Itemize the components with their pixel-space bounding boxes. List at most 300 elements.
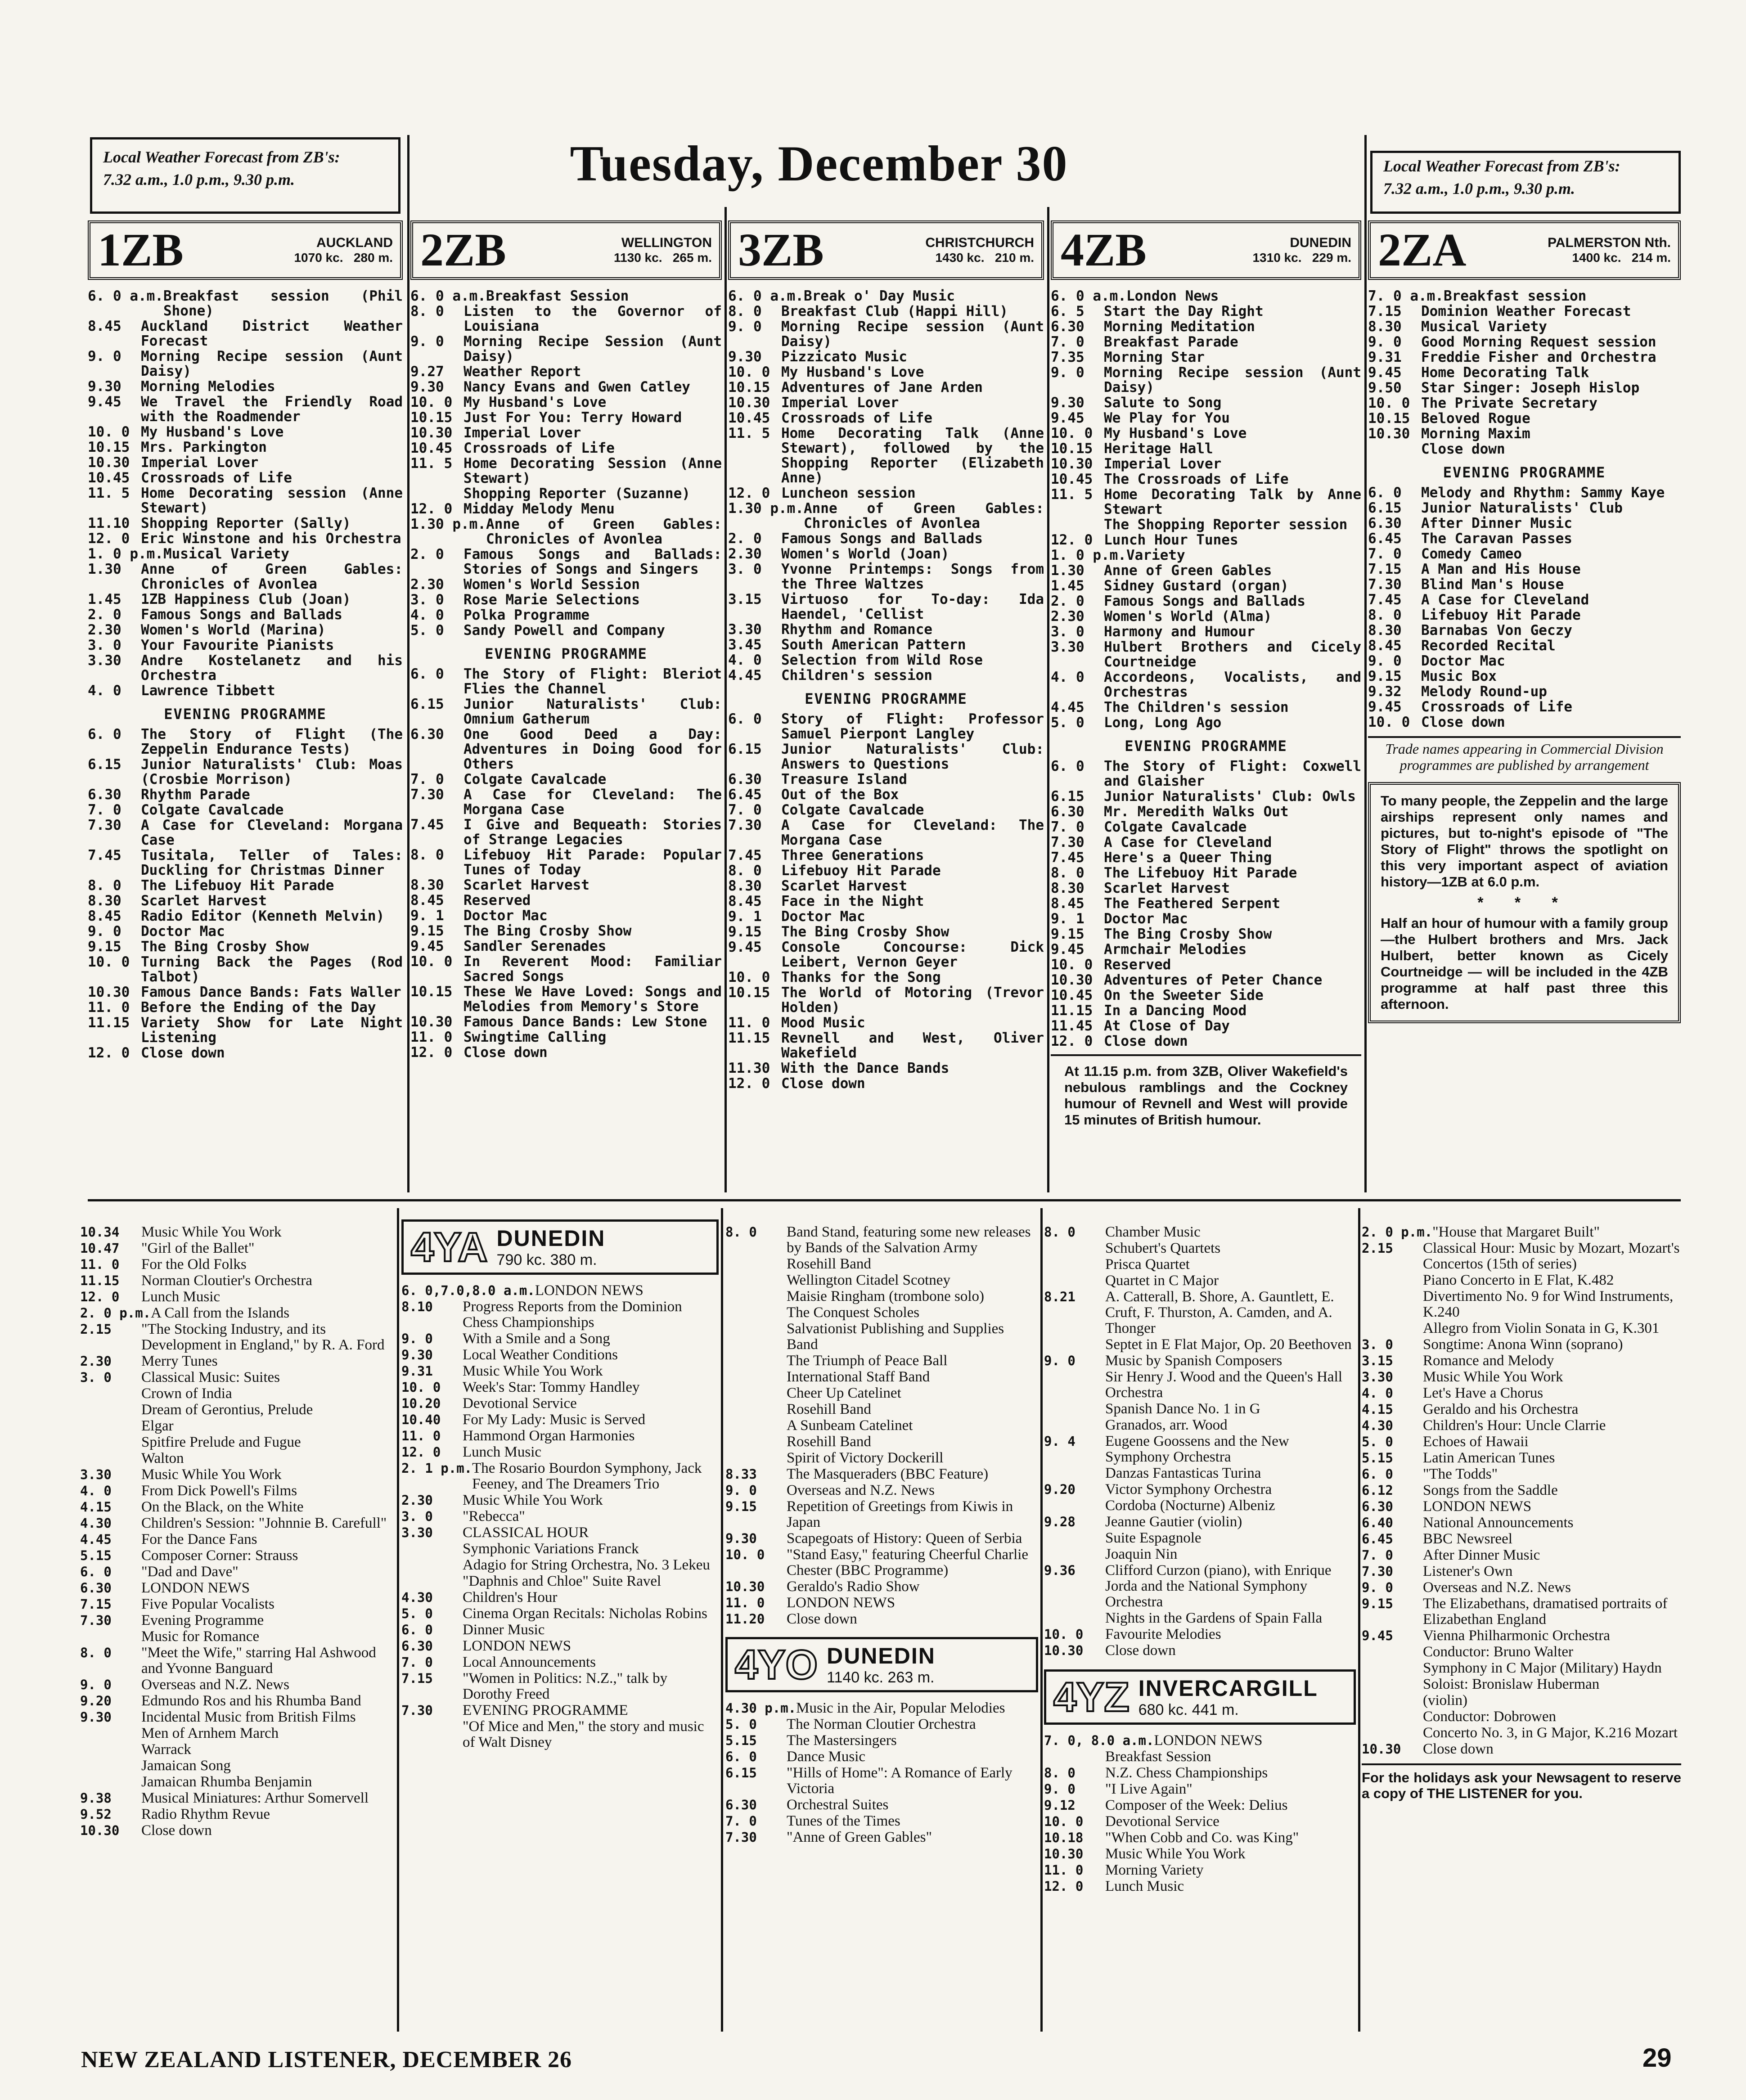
programme-row: [728, 531, 1044, 546]
programme-time: 2.30: [401, 1493, 433, 1508]
programme-title: Lawrence Tibbett: [141, 683, 275, 699]
programme-time: 9.45: [1362, 1628, 1393, 1643]
programme-title: For the Old Folks: [141, 1256, 247, 1273]
programme-row: [80, 1289, 395, 1305]
programme-title: Eugene Goossens and the New Symphony Orchestra: [1105, 1433, 1289, 1465]
programme-time: 8.45: [410, 892, 444, 908]
programme-time: 12. 0: [1051, 532, 1093, 548]
programme-title: Rosehill Band: [787, 1401, 871, 1417]
programme-row: [1362, 1466, 1681, 1482]
programme-time: 9.30: [410, 379, 444, 395]
programme-title: Close down: [1423, 1741, 1494, 1757]
programme-title: "I Live Again": [1105, 1781, 1192, 1797]
programme-row: [1044, 1241, 1356, 1256]
programme-time: 3. 0: [401, 1509, 433, 1524]
programme-row: [1044, 1337, 1356, 1353]
programme-time: 9. 0: [410, 333, 444, 350]
programme-title: Spitfire Prelude and Fugue: [141, 1434, 301, 1450]
programme-time: 9.45: [1368, 364, 1402, 381]
programme-title: Breakfast Parade: [1104, 334, 1238, 350]
programme-row: [1362, 1677, 1681, 1692]
programme-time: 3.45: [728, 637, 762, 653]
programme-row: [88, 455, 403, 470]
programme-title: Music While You Work: [141, 1224, 282, 1240]
programme-title: Classical Music: Suites: [141, 1369, 280, 1385]
programme-time: 10.30: [1362, 1741, 1401, 1757]
lower-column-4ya: [401, 1215, 719, 2034]
programme-row: [88, 985, 403, 1000]
programme-time: 9. 4: [1044, 1434, 1076, 1449]
programme-row: [725, 1579, 1038, 1595]
programme-title: Comedy Cameo: [1421, 546, 1522, 562]
programme-row: [80, 1257, 395, 1273]
programme-time: [1044, 1417, 1105, 1433]
programme-row: [725, 1765, 1038, 1797]
programme-time: 8. 0: [88, 877, 122, 894]
programme-title: Women's World Session: [464, 576, 640, 593]
programme-title: Break o' Day Music: [803, 288, 955, 304]
programme-title: Sir Henry J. Wood and the Queen's Hall Orchestra: [1105, 1369, 1342, 1401]
programme-title: Dinner Music: [463, 1622, 545, 1638]
programme-title: A Case for Cleveland: [1421, 592, 1589, 608]
programme-title: Songs from the Saddle: [1423, 1482, 1558, 1498]
programme-title: Classical Hour: Music by Mozart, Mozart's Concertos (15th of series): [1423, 1240, 1680, 1272]
programme-time: 7.30: [80, 1613, 112, 1628]
programme-title: Pizzicato Music: [781, 349, 907, 365]
programme-title: Famous Songs and Ballads: [141, 607, 342, 623]
programme-row: [80, 1241, 395, 1256]
programme-time: 10. 0: [1368, 714, 1410, 730]
programme-time: 8. 0: [80, 1645, 112, 1660]
programme-time: 10. 0: [410, 953, 453, 970]
programme-row: [410, 924, 722, 939]
programme-title: A Case for Cleveland: The Morgana Case: [781, 817, 1044, 848]
programme-row: [80, 1548, 395, 1564]
programme-title: Band Stand, featuring some new releases by Bands of the Salvation Army: [787, 1224, 1031, 1256]
programme-time: 9. 0: [88, 348, 122, 364]
programme-title: Mr. Meredith Walks Out: [1104, 804, 1289, 820]
programme-title: Edmundo Ros and his Rhumba Band: [141, 1693, 361, 1709]
programme-time: 8. 0: [1368, 607, 1402, 623]
programme-row: [88, 653, 403, 683]
programme-row: [410, 502, 722, 517]
programme-row: [725, 1813, 1038, 1829]
programme-time: 9. 1: [1051, 911, 1084, 927]
programme-row: [728, 380, 1044, 395]
programme-title: The Bing Crosby Show: [141, 939, 309, 955]
programme-time: 7.45: [410, 817, 444, 833]
programme-row: [88, 940, 403, 954]
programme-title: Good Morning Request session: [1421, 334, 1656, 350]
programme-title: Breakfast Session: [486, 288, 629, 304]
programme-time: [725, 1256, 787, 1272]
programme-title: Overseas and N.Z. News: [141, 1677, 289, 1693]
programme-time: [1362, 1644, 1423, 1660]
programme-title: After Dinner Music: [1423, 1547, 1540, 1563]
programme-title: Sandy Powell and Company: [464, 622, 665, 639]
programme-title: Schubert's Quartets: [1105, 1240, 1221, 1256]
programme-time: 1. 0 p.m.: [88, 546, 163, 562]
programme-row: [88, 425, 403, 440]
programme-title: Chamber Music: [1105, 1224, 1201, 1240]
programme-row: [401, 1622, 719, 1638]
programme-time: 7.45: [1368, 592, 1402, 608]
programme-title: Musical Variety: [163, 546, 289, 562]
programme-title: Children's Hour: [463, 1589, 558, 1605]
programme-row: [401, 1380, 719, 1395]
programme-time: 7.15: [1368, 303, 1402, 319]
programme-row: [80, 1629, 395, 1645]
programme-time: 7. 0: [1051, 819, 1084, 835]
programme-title: The Story of Flight (The Zeppelin Endurance Tests): [141, 726, 403, 757]
station-column-3zb: [728, 220, 1044, 1197]
programme-time: [1362, 1273, 1423, 1288]
programme-row: [1044, 1610, 1356, 1626]
programme-title: Crossroads of Life: [1421, 699, 1572, 715]
programme-time: 10. 0: [728, 364, 770, 380]
programme-time: 8.33: [725, 1466, 757, 1482]
programme-time: 6.30: [725, 1797, 757, 1812]
programme-title: Colgate Cavalcade: [1104, 819, 1247, 835]
feature-text-zeppelin: To many people, the Zeppelin and the large airships represent only names and pictures, but to-night's episode of "The Story of Flight" throws the spotlight on this very important aspect of aviation history—1ZB at 6.0 p.m.: [1381, 793, 1668, 890]
programme-row: [88, 1000, 403, 1015]
programme-row: [725, 1717, 1038, 1732]
programme-title: CLASSICAL HOUR: [463, 1524, 589, 1541]
programme-row: [401, 1493, 719, 1508]
programme-row: [401, 1363, 719, 1379]
programme-title: South American Pattern: [781, 637, 966, 653]
programme-row: [401, 1525, 719, 1541]
programme-title: Face in the Night: [781, 893, 924, 909]
programme-row: [725, 1733, 1038, 1749]
programme-row: [1051, 927, 1361, 942]
programme-time: 10.30: [1051, 456, 1093, 472]
programme-title: Warrack: [141, 1741, 191, 1758]
programme-row: [410, 364, 722, 379]
programme-row: [1044, 1798, 1356, 1813]
programme-title: Symphony in C Major (Military) Haydn: [1423, 1660, 1662, 1676]
programme-time: 11. 0: [88, 999, 130, 1016]
programme-time: 5.15: [80, 1548, 112, 1563]
programme-time: 4.45: [728, 667, 762, 684]
programme-time: 7.30: [1051, 834, 1084, 850]
programme-row: [1044, 1879, 1356, 1894]
programme-row: [1044, 1369, 1356, 1401]
programme-time: 11.10: [88, 515, 130, 531]
programme-time: 9.15: [1362, 1596, 1393, 1611]
programme-row: [401, 1412, 719, 1428]
programme-title: Luncheon session: [781, 485, 916, 501]
programme-title: Doctor Mac: [1421, 653, 1505, 669]
programme-row: [88, 547, 403, 562]
programme-time: 4. 0: [1051, 669, 1084, 685]
programme-time: 9.20: [80, 1693, 112, 1709]
programme-title: One Good Deed a Day: Adventures in Doing Good for Others: [464, 726, 722, 772]
programme-time: 8.45: [728, 893, 762, 909]
programme-title: Rhythm and Romance: [781, 621, 932, 638]
programme-title: Scarlet Harvest: [464, 877, 590, 893]
programme-title: Variety: [1126, 547, 1185, 563]
programme-time: 3. 0: [88, 637, 122, 653]
programme-time: [1044, 1337, 1105, 1353]
programme-time: [725, 1305, 787, 1321]
programme-title: Septet in E Flat Major, Op. 20 Beethoven: [1105, 1336, 1352, 1353]
programme-time: 2.30: [80, 1354, 112, 1369]
programme-row: [80, 1774, 395, 1790]
programme-time: 6.40: [1362, 1515, 1393, 1530]
programme-row: [1051, 835, 1361, 850]
programme-time: 9.15: [88, 939, 122, 955]
programme-time: [1044, 1257, 1105, 1273]
programme-time: 6.15: [728, 741, 762, 757]
programme-row: [401, 1541, 719, 1557]
programme-time: 6.30: [1051, 804, 1084, 820]
programme-time: 10.34: [80, 1224, 120, 1240]
programme-time: 2. 0: [728, 531, 762, 547]
lower-column-1: [80, 1224, 395, 2034]
programme-title: Local Announcements: [463, 1654, 596, 1670]
programme-title: Selection from Wild Rose: [781, 652, 983, 668]
programme-row: [80, 1564, 395, 1580]
programme-row: [88, 486, 403, 516]
programme-row: [410, 289, 722, 304]
programme-time: 7.30: [1362, 1564, 1393, 1579]
programme-title: Hammond Organ Harmonies: [463, 1428, 635, 1444]
programme-time: [1362, 1693, 1423, 1709]
programme-title: Maisie Ringham (trombone solo): [787, 1288, 985, 1304]
programme-row: [1362, 1241, 1681, 1272]
programme-row: [410, 608, 722, 623]
programme-time: 4.30: [80, 1515, 112, 1531]
programme-row: [80, 1613, 395, 1628]
programme-row: [88, 727, 403, 757]
programme-title: Five Popular Vocalists: [141, 1596, 274, 1612]
programme-time: 2.30: [1051, 608, 1084, 625]
programme-time: [1044, 1610, 1105, 1626]
programme-time: 7.15: [80, 1596, 112, 1612]
programme-title: Home Decorating Talk by Anne Stewart: [1104, 486, 1361, 517]
programme-title: Junior Naturalists' Club: Owls: [1104, 788, 1356, 805]
programme-row: [80, 1532, 395, 1547]
programme-row: [1362, 1564, 1681, 1579]
station-header: [1368, 220, 1681, 280]
programme-title: Spanish Dance No. 1 in G: [1105, 1401, 1260, 1417]
programme-title: The Conquest Scholes: [787, 1304, 920, 1321]
programme-title: Wellington Citadel Scotney: [787, 1272, 950, 1288]
programme-row: [410, 939, 722, 954]
programme-title: On the Black, on the White: [141, 1499, 304, 1515]
programme-time: 4. 0: [1362, 1385, 1393, 1401]
station-frequency: 1070 kc. 280 m.: [294, 251, 393, 265]
programme-title: Weather Report: [464, 364, 581, 380]
station-frequency: 1140 kc. 263 m.: [827, 1669, 935, 1686]
programme-time: 1.30 p.m.: [728, 500, 804, 517]
programme-row: [1051, 700, 1361, 715]
programme-title: We Travel the Friendly Road with the Roadmender: [141, 394, 403, 425]
programme-title: Evening Programme: [141, 1612, 264, 1628]
programme-row: [1051, 533, 1361, 548]
programme-title: Music While You Work: [141, 1466, 282, 1483]
programme-row: [80, 1645, 395, 1677]
programme-row: [410, 727, 722, 772]
programme-title: Listener's Own: [1423, 1563, 1513, 1579]
programme-row: [1368, 381, 1681, 396]
programme-row: [401, 1444, 719, 1460]
station-column-2zb: [410, 220, 722, 1197]
programme-time: [401, 1541, 463, 1557]
programme-title: Story of Flight: Professor Samuel Pierpont Langley: [781, 711, 1044, 742]
programme-row: [728, 970, 1044, 985]
programme-time: 7. 0: [725, 1813, 757, 1829]
programme-time: 6. 0: [1368, 485, 1402, 501]
programme-time: 6. 0: [1362, 1466, 1393, 1482]
programme-row: [1051, 912, 1361, 926]
programme-row: [1368, 608, 1681, 623]
programme-title: Listen to the Governor of Louisiana: [464, 303, 722, 334]
programme-row: [1051, 896, 1361, 911]
programme-row: [1044, 1401, 1356, 1417]
programme-row: [1051, 304, 1361, 319]
programme-title: Auckland District Weather Forecast: [141, 318, 403, 349]
programme-time: 3.30: [80, 1467, 112, 1482]
programme-time: 6. 0 a.m.: [728, 288, 804, 304]
programme-time: 7.30: [1368, 576, 1402, 593]
programme-title: Yvonne Printemps: Songs from the Three Waltzes: [781, 561, 1044, 592]
programme-time: 8.21: [1044, 1289, 1076, 1304]
programme-row: [80, 1418, 395, 1434]
station-header: [88, 220, 403, 280]
programme-row: [1362, 1580, 1681, 1596]
programme-time: 10.30: [1368, 426, 1410, 442]
separator-stars: * * *: [1477, 894, 1571, 911]
programme-time: 10.30: [1051, 972, 1093, 988]
programme-row: [410, 1030, 722, 1045]
programme-title: Allegro from Violin Sonata in G, K.301: [1423, 1320, 1660, 1336]
programme-title: Eric Winstone and his Orchestra: [141, 531, 401, 547]
programme-time: 8.30: [410, 877, 444, 893]
programme-row: [80, 1758, 395, 1774]
programme-row: [725, 1321, 1038, 1353]
programme-time: 10.45: [88, 470, 130, 486]
programme-row: [1362, 1402, 1681, 1417]
programme-title: Favourite Melodies: [1105, 1626, 1221, 1642]
programme-title: Anne of Green Gables: Chronicles of Avonlea: [141, 561, 403, 592]
programme-title: The Lifebuoy Hit Parade: [141, 877, 334, 894]
programme-title: Breakfast Session: [1105, 1749, 1211, 1765]
programme-row: [1368, 639, 1681, 653]
programme-row: [410, 893, 722, 908]
programme-row: [1051, 289, 1361, 304]
programme-title: Conductor: Dobrowen: [1423, 1709, 1557, 1725]
programme-time: 9.15: [1368, 668, 1402, 684]
programme-time: 4.30: [401, 1590, 433, 1605]
programme-row: [80, 1515, 395, 1531]
programme-title: Morning Recipe Session (Aunt Daisy): [464, 333, 722, 364]
programme-time: 6.45: [1362, 1531, 1393, 1547]
programme-time: 2. 0: [1051, 593, 1084, 609]
programme-title: Devotional Service: [463, 1395, 577, 1412]
programme-time: 12. 0: [728, 1075, 770, 1092]
programme-time: 6. 0: [410, 666, 444, 682]
programme-row: [725, 1797, 1038, 1813]
programme-row: [725, 1224, 1038, 1256]
programme-row: [80, 1322, 395, 1353]
programme-row: [1044, 1466, 1356, 1481]
weather-box-right: [1370, 151, 1681, 214]
programme-title: The Children's session: [1104, 699, 1289, 715]
programme-row: [1362, 1450, 1681, 1466]
station-column-4zb: [1051, 220, 1361, 1197]
programme-title: Orchestral Suites: [787, 1797, 889, 1813]
programme-title: Women's World (Marina): [141, 622, 326, 638]
programme-title: Mrs. Parkington: [141, 439, 267, 455]
programme-time: 9.15: [410, 923, 444, 939]
programme-row: [80, 1386, 395, 1402]
programme-time: 1.45: [88, 591, 122, 607]
programme-title: Swingtime Calling: [464, 1029, 607, 1045]
programme-row: [1362, 1547, 1681, 1563]
station-column-1zb: [88, 220, 403, 1197]
programme-title: National Announcements: [1423, 1515, 1574, 1531]
programme-row: [1051, 517, 1361, 532]
holiday-note: For the holidays ask your Newsagent to reserve a copy of THE LISTENER for you.: [1362, 1770, 1681, 1801]
programme-title: Console Concourse: Dick Leibert, Vernon Geyer: [781, 939, 1044, 970]
programme-title: Morning Melodies: [141, 378, 275, 395]
programme-title: The Bing Crosby Show: [1104, 926, 1272, 942]
programme-time: 2. 0: [88, 607, 122, 623]
programme-row: [88, 531, 403, 546]
programme-title: Tusitala, Teller of Tales: Duckling for Christmas Dinner: [141, 847, 403, 878]
programme-row: [410, 547, 722, 577]
programme-row: [410, 426, 722, 441]
programme-title: Just For You: Terry Howard: [464, 409, 682, 426]
station-frequency: 1310 kc. 229 m.: [1252, 251, 1351, 265]
programme-time: 4. 0: [88, 683, 122, 699]
programme-time: 5. 0: [401, 1606, 433, 1621]
programme-title: Treasure Island: [781, 771, 907, 787]
programme-row: [410, 908, 722, 923]
programme-row: [725, 1434, 1038, 1450]
programme-title: The Crossroads of Life: [1104, 471, 1289, 487]
programme-time: 9. 0: [1362, 1580, 1393, 1595]
programme-title: Adventures of Peter Chance: [1104, 972, 1323, 988]
programme-title: A Case for Cleveland: [1104, 834, 1272, 850]
programme-row: [80, 1402, 395, 1418]
programme-time: 10. 0: [401, 1380, 441, 1395]
programme-time: 4.45: [1051, 699, 1084, 715]
programme-time: 10.18: [1044, 1830, 1084, 1845]
programme-title: Songtime: Anona Winn (soprano): [1423, 1336, 1623, 1353]
programme-row: [1362, 1644, 1681, 1660]
lower-column-5: [1362, 1224, 1681, 2034]
programme-row: [1368, 684, 1681, 699]
programme-title: Doctor Mac: [781, 908, 865, 925]
programme-title: Soloist: Bronislaw Huberman: [1423, 1676, 1600, 1692]
programme-row: [88, 803, 403, 818]
programme-row: [1362, 1725, 1681, 1741]
programme-row: [1044, 1353, 1356, 1369]
programme-row: [725, 1531, 1038, 1547]
station-frequency: 680 kc. 441 m.: [1138, 1701, 1239, 1718]
programme-title: Geraldo's Radio Show: [787, 1578, 920, 1595]
programme-title: Tunes of the Times: [787, 1813, 900, 1829]
programme-time: 1.30: [1051, 562, 1084, 579]
programme-row: [725, 1749, 1038, 1765]
programme-row: [80, 1370, 395, 1385]
evening-programme-header: EVENING PROGRAMME: [485, 645, 648, 662]
programme-title: Women's World (Joan): [781, 546, 950, 562]
programme-row: [1044, 1563, 1356, 1610]
